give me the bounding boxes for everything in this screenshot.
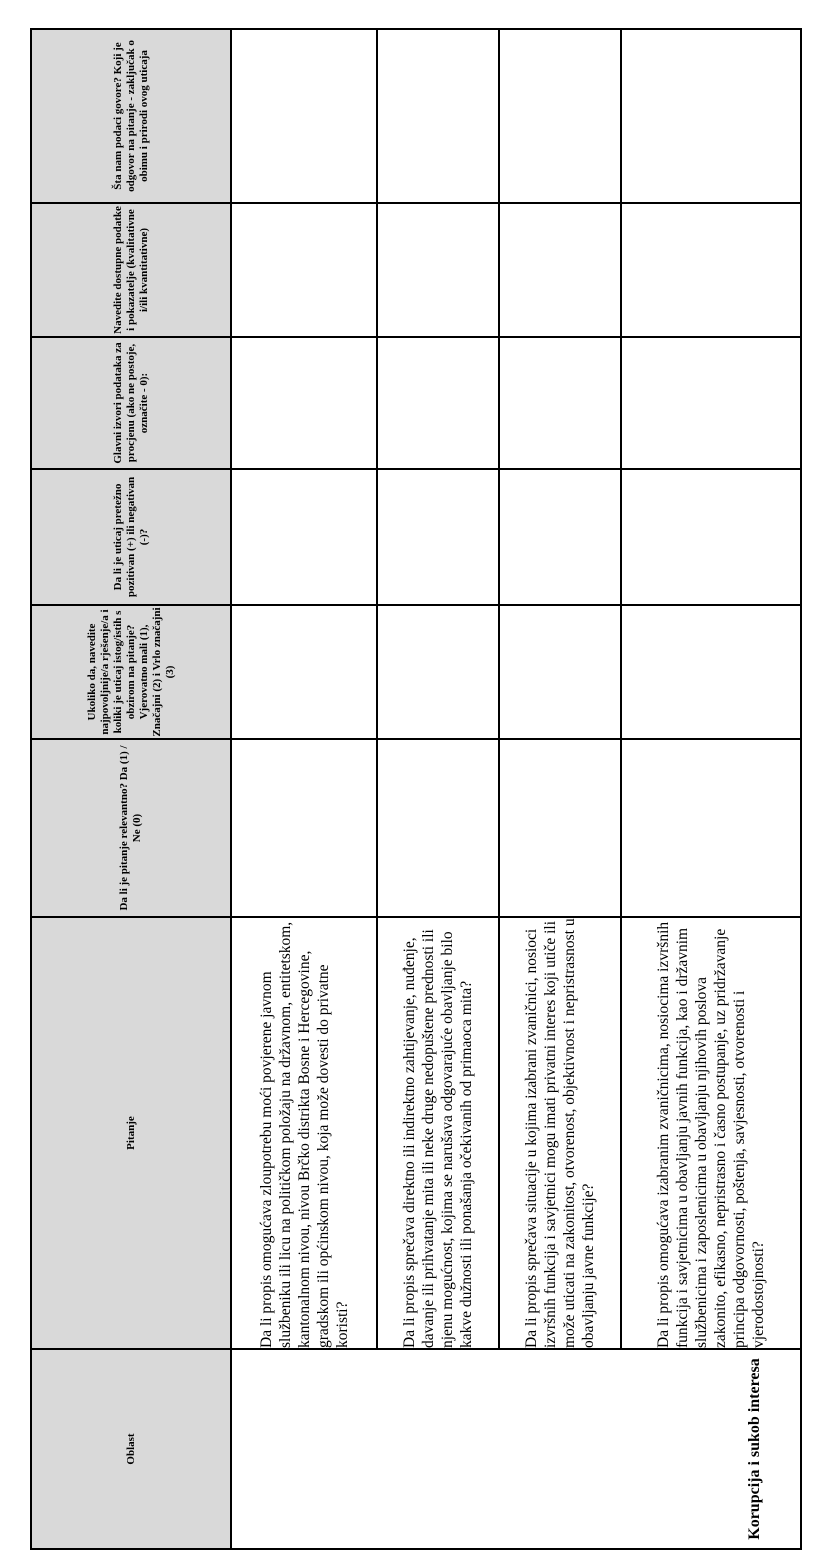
table-row bbox=[377, 29, 499, 1549]
header-row bbox=[31, 29, 231, 1549]
empty-cell bbox=[231, 29, 377, 203]
empty-cell bbox=[231, 337, 377, 469]
table-row bbox=[231, 29, 377, 1549]
empty-cell bbox=[621, 29, 801, 203]
empty-cell bbox=[621, 337, 801, 469]
empty-cell bbox=[621, 469, 801, 605]
header-zakljucak: Šta nam podaci govore? Koji je odgovor na pitanje - zaključak o obimu i prirodi ovog uticaja bbox=[31, 29, 231, 203]
header-uticaj: Da li je uticaj pretežno pozitivan (+) ili negativan (-)? bbox=[31, 469, 231, 605]
question-cell: Da li propis omogućava zloupotrebu moći povjerene javnom službeniku ili licu na političkom položaju na državnom, entitetskom, kantonalnom nivou, nivou Brčko distrikta Bosne i Hercegovine, gradskom ili općinskom nivou, koja može dovesti do privatne koristi? bbox=[231, 917, 377, 1349]
empty-cell bbox=[499, 739, 621, 917]
question-cell: Da li propis omogućava izabranim zvaničnicima, nosiocima izvršnih funkcija i savjetnicima u obavljanju javnih funkcija, kao i državnim službenicima i zaposlenicima u obavljanju njihovih poslova zakonito, efikasno, nepristrasno i časno postupanje, uz pridržavanje principa odgovornosti, poštenja, savjesnosti, otvorenosti i vjerodostojnosti? bbox=[621, 917, 801, 1349]
header-oblast: Oblast bbox=[31, 1349, 231, 1549]
empty-cell bbox=[499, 469, 621, 605]
empty-cell bbox=[231, 605, 377, 739]
question-cell: Da li propis sprečava direktno ili indirektno zahtijevanje, nuđenje, davanje ili prihvatanje mita ili neke druge nedopuštene prednosti ili njenu mogućnost, kojima se narušava odgovarajuće obavljanje bilo kakve dužnosti ili ponašanja očekivanih od primaoca mita? bbox=[377, 917, 499, 1349]
empty-cell bbox=[377, 203, 499, 337]
empty-cell bbox=[499, 203, 621, 337]
empty-cell bbox=[377, 469, 499, 605]
empty-cell bbox=[377, 739, 499, 917]
header-relevantno: Da li je pitanje relevantno? Da (1) / Ne (0) bbox=[31, 739, 231, 917]
area-cell: Korupcija i sukob interesa bbox=[231, 1349, 801, 1549]
empty-cell bbox=[621, 605, 801, 739]
empty-cell bbox=[499, 29, 621, 203]
header-izvori: Glavni izvori podataka za procjenu (ako ne postoje, označite - 0): bbox=[31, 337, 231, 469]
question-cell: Da li propis sprečava situacije u kojima izabrani zvaničnici, nosioci izvršnih funkcija i savjetnici mogu imati privatni interes koji utiče ili može uticati na zakonitost, otvorenost, objektivnost i nepristrasnost u obavljanju javne funkcije? bbox=[499, 917, 621, 1349]
header-najpovoljnije: Ukoliko da, navedite najpovoljnije/a rješenje/a i koliki je uticaj istog/istih s obzirom na pitanje? Vjerovatno mali (1), Značajni (2) i Vrlo značajni (3) bbox=[31, 605, 231, 739]
empty-cell bbox=[377, 337, 499, 469]
assessment-table bbox=[30, 28, 802, 1550]
empty-cell bbox=[621, 203, 801, 337]
table-row bbox=[499, 29, 621, 1549]
empty-cell bbox=[231, 469, 377, 605]
empty-cell bbox=[499, 605, 621, 739]
empty-cell bbox=[621, 739, 801, 917]
table-row bbox=[621, 29, 801, 1549]
empty-cell bbox=[231, 203, 377, 337]
empty-cell bbox=[231, 739, 377, 917]
header-pitanje: Pitanje bbox=[31, 917, 231, 1349]
empty-cell bbox=[377, 29, 499, 203]
empty-cell bbox=[377, 605, 499, 739]
header-podaci: Navedite dostupne podatke i pokazatelje (kvalitativne i/ili kvantitativne) bbox=[31, 203, 231, 337]
empty-cell bbox=[499, 337, 621, 469]
